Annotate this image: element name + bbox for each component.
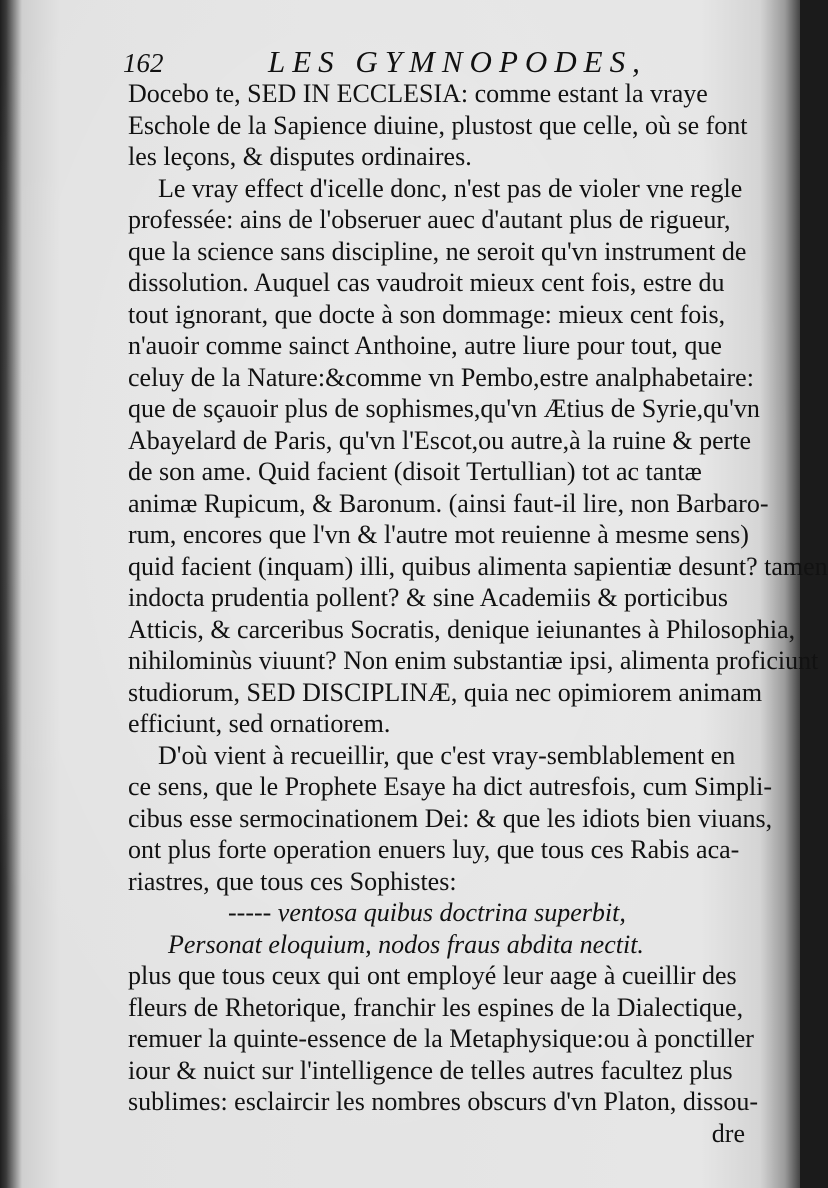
text-line: quid facient (inquam) illi, quibus alimenta sapientiæ desunt? tamen xyxy=(128,551,828,581)
text-line: iour & nuict sur l'intelligence de telles autres facultez plus xyxy=(128,1055,733,1085)
text-line: rum, encores que l'vn & l'autre mot reuienne à mesme sens) xyxy=(128,520,749,549)
text-line: plus que tous ceux qui ont employé leur aage à cueillir des xyxy=(128,961,737,990)
text-line: studiorum, SED DISCIPLINÆ, quia nec opimiorem animam xyxy=(128,677,763,707)
text-line: fleurs de Rhetorique, franchir les espines de la Dialectique, xyxy=(128,992,744,1022)
running-title: LES GYMNOPODES, xyxy=(268,44,647,79)
text-line: Le vray effect d'icelle donc, n'est pas de violer vne regle xyxy=(158,173,743,203)
text-line: indocta prudentia pollent? & sine Academiis & porticibus xyxy=(128,583,729,612)
text-line: riastres, que tous ces Sophistes: xyxy=(128,866,457,896)
text-line: dissolution. Auquel cas vaudroit mieux cent fois, estre du xyxy=(128,268,725,297)
text-line: les leçons, & disputes ordinaires. xyxy=(128,142,472,171)
text-line: cibus esse sermocinationem Dei: & que les idiots bien viuans, xyxy=(128,803,773,833)
verse-line: ----- ventosa quibus doctrina superbit, xyxy=(228,898,626,927)
body-text xyxy=(128,78,828,1149)
text-line: Docebo te, SED IN ECCLESIA: comme estant la vraye xyxy=(128,79,708,108)
text-line: Atticis, & carceribus Socratis, denique ieiunantes à Philosophia, xyxy=(128,614,796,644)
text-line: tout ignorant, que docte à son dommage: mieux cent fois, xyxy=(128,299,726,329)
text-line: D'où vient à recueillir, que c'est vray-semblablement en xyxy=(158,740,736,770)
text-line: professée: ains de l'obseruer auec d'autant plus de rigueur, xyxy=(128,205,731,234)
text-line: Eschole de la Sapience diuine, plustost que celle, où se font xyxy=(128,110,748,140)
text-line: que la science sans discipline, ne seroit qu'vn instrument de xyxy=(128,236,747,266)
text-line: Abayelard de Paris, qu'vn l'Escot,ou autre,à la ruine & perte xyxy=(128,425,752,455)
text-line: sublimes: esclaircir les nombres obscurs d'vn Platon, dissou- xyxy=(128,1087,759,1116)
text-line: celuy de la Nature:&comme vn Pembo,estre analphabetaire: xyxy=(128,362,754,392)
text-line: nihilominùs viuunt? Non enim substantiæ ipsi, alimenta proficiunt xyxy=(128,646,819,675)
text-line: ce sens, que le Prophete Esaye ha dict autresfois, cum Simpli- xyxy=(128,772,773,801)
catchword: dre xyxy=(711,1118,745,1148)
verse-line: Personat eloquium, nodos fraus abdita nectit. xyxy=(168,929,644,959)
text-line: efficiunt, sed ornatiorem. xyxy=(128,709,391,738)
text-line: que de sçauoir plus de sophismes,qu'vn Ætius de Syrie,qu'vn xyxy=(128,394,760,423)
text-line: ont plus forte operation enuers luy, que tous ces Rabis aca- xyxy=(128,835,740,864)
text-line: n'auoir comme sainct Anthoine, autre liure pour tout, que xyxy=(128,331,722,360)
text-line: animæ Rupicum, & Baronum. (ainsi faut-il lire, non Barbaro- xyxy=(128,488,769,518)
page-number: 162 xyxy=(123,48,164,78)
text-line: remuer la quinte-essence de la Metaphysique:ou à ponctiller xyxy=(128,1024,754,1053)
text-line: de son ame. Quid facient (disoit Tertullian) tot ac tantæ xyxy=(128,457,702,486)
